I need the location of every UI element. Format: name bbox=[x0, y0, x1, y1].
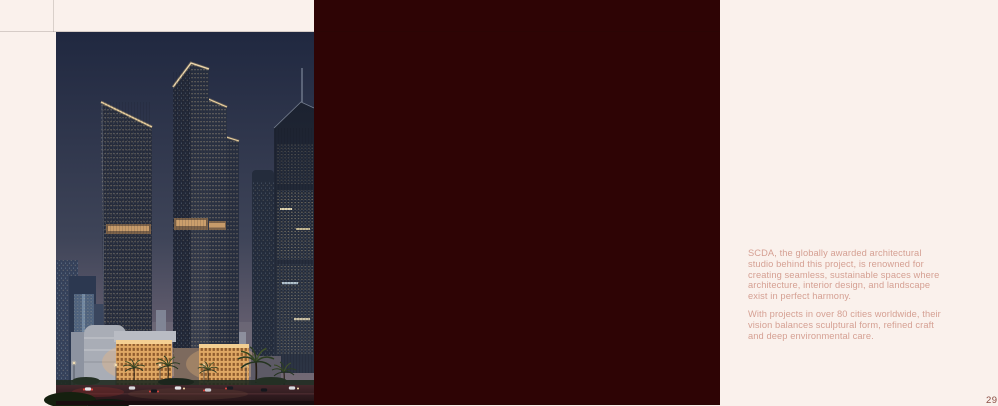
paragraph-line: vision balances sculptural form, refined craft bbox=[748, 319, 934, 330]
paragraph-line: SCDA, the globally awarded architectural bbox=[748, 248, 922, 258]
street bbox=[44, 385, 314, 406]
paragraph-line: architecture, interior design, and landscape bbox=[748, 280, 931, 291]
body-copy bbox=[748, 248, 958, 348]
page-number: 29 bbox=[986, 395, 998, 406]
paragraph-line: creating seamless, sustainable spaces where bbox=[748, 269, 940, 280]
paragraph-line: With projects in over 80 cities worldwide, their bbox=[748, 308, 941, 319]
paragraph-1 bbox=[748, 248, 958, 302]
paragraph-line: and deep environmental care. bbox=[748, 330, 874, 341]
vertical-rule bbox=[53, 0, 54, 32]
copy-panel bbox=[314, 0, 998, 406]
paragraph-2 bbox=[748, 309, 958, 341]
paragraph-line: studio behind this project, is renowned for bbox=[748, 258, 924, 269]
hero-image bbox=[56, 32, 314, 405]
paragraph-line: exist in perfect harmony. bbox=[748, 291, 852, 302]
horizontal-rule bbox=[0, 31, 720, 32]
night-render-illustration bbox=[56, 32, 314, 405]
left-tower bbox=[101, 102, 152, 364]
